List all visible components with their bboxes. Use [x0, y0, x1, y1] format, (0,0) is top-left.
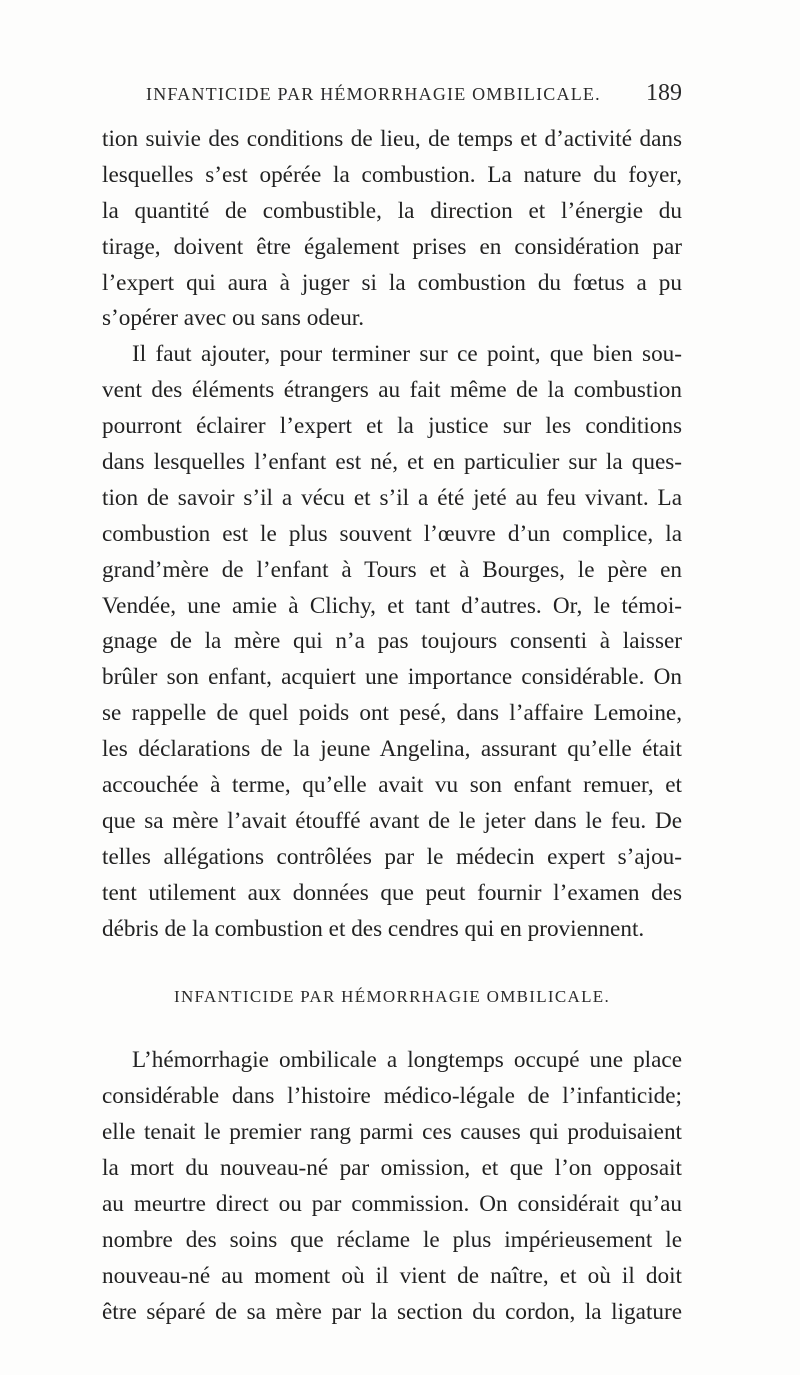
text-line: pourront éclairer l’expert et la justice sur les conditions [102, 413, 682, 440]
text-line: dans lesquelles l’enfant est né, et en particulier sur la ques- [102, 449, 682, 476]
text-line: nouveau-né au moment où il vient de naître, et où il doit [102, 1262, 682, 1289]
text-line: les déclarations de la jeune Angelina, assurant qu’elle était [102, 736, 682, 763]
text-line: vent des éléments étrangers au fait même de la combustion [102, 377, 682, 404]
text-line: accouchée à terme, qu’elle avait vu son enfant remuer, et [102, 772, 682, 799]
text-line: se rappelle de quel poids ont pesé, dans l’affaire Lemoine, [102, 700, 682, 727]
paragraph [102, 337, 682, 947]
running-header-title: INFANTICIDE PAR HÉMORRHAGIE OMBILICALE. [146, 84, 601, 104]
text-line: tent utilement aux données que peut fournir l’examen des [102, 879, 682, 906]
text-line: Il faut ajouter, pour terminer sur ce point, que bien sou- [132, 341, 682, 368]
text-line: au meurtre direct ou par commission. On considérait qu’au [102, 1191, 682, 1218]
page-number: 189 [646, 80, 682, 106]
text-line: s’opérer avec ou sans odeur. [102, 305, 365, 332]
text-line: nombre des soins que réclame le plus impérieusement le [102, 1226, 682, 1253]
text-line: grand’mère de l’enfant à Tours et à Bourges, le père en [102, 556, 682, 583]
text-line: la mort du nouveau-né par omission, et que l’on opposait [102, 1155, 682, 1182]
text-line: tion suivie des conditions de lieu, de temps et d’activité dans [102, 126, 682, 152]
text-line: L’hémorrhagie ombilicale a longtemps occupé une place [132, 1047, 682, 1074]
text-line: l’expert qui aura à juger si la combustion du fœtus a pu [102, 269, 682, 296]
text-line: tion de savoir s’il a vécu et s’il a été jeté au feu vivant. La [102, 484, 682, 511]
paragraph [102, 1043, 682, 1330]
text-line: tirage, doivent être également prises en considération par [102, 233, 682, 260]
body-text [102, 122, 682, 1331]
text-line: considérable dans l’histoire médico-légale de l’infanticide; [102, 1083, 682, 1110]
text-line: gnage de la mère qui n’a pas toujours consenti à laisser [102, 628, 682, 655]
paragraph [102, 122, 682, 337]
text-line: débris de la combustion et des cendres qui en proviennent. [102, 915, 645, 942]
running-header [146, 80, 682, 110]
text-line: être séparé de sa mère par la section du cordon, la ligature [102, 1298, 682, 1325]
text-line: elle tenait le premier rang parmi ces causes qui produisaient [102, 1119, 682, 1146]
text-line: que sa mère l’avait étouffé avant de le jeter dans le feu. De [102, 807, 682, 834]
text-line: combustion est le plus souvent l’œuvre d’un complice, la [102, 520, 682, 547]
text-line: brûler son enfant, acquiert une importance considérable. On [102, 664, 682, 691]
text-line: telles allégations contrôlées par le médecin expert s’ajou- [102, 843, 682, 870]
text-line: lesquelles s’est opérée la combustion. La nature du foyer, [102, 161, 682, 188]
section-heading: INFANTICIDE PAR HÉMORRHAGIE OMBILICALE. [173, 987, 611, 1007]
text-line: la quantité de combustible, la direction et l’énergie du [102, 197, 682, 224]
text-line: Vendée, une amie à Clichy, et tant d’autres. Or, le témoi- [102, 592, 682, 619]
